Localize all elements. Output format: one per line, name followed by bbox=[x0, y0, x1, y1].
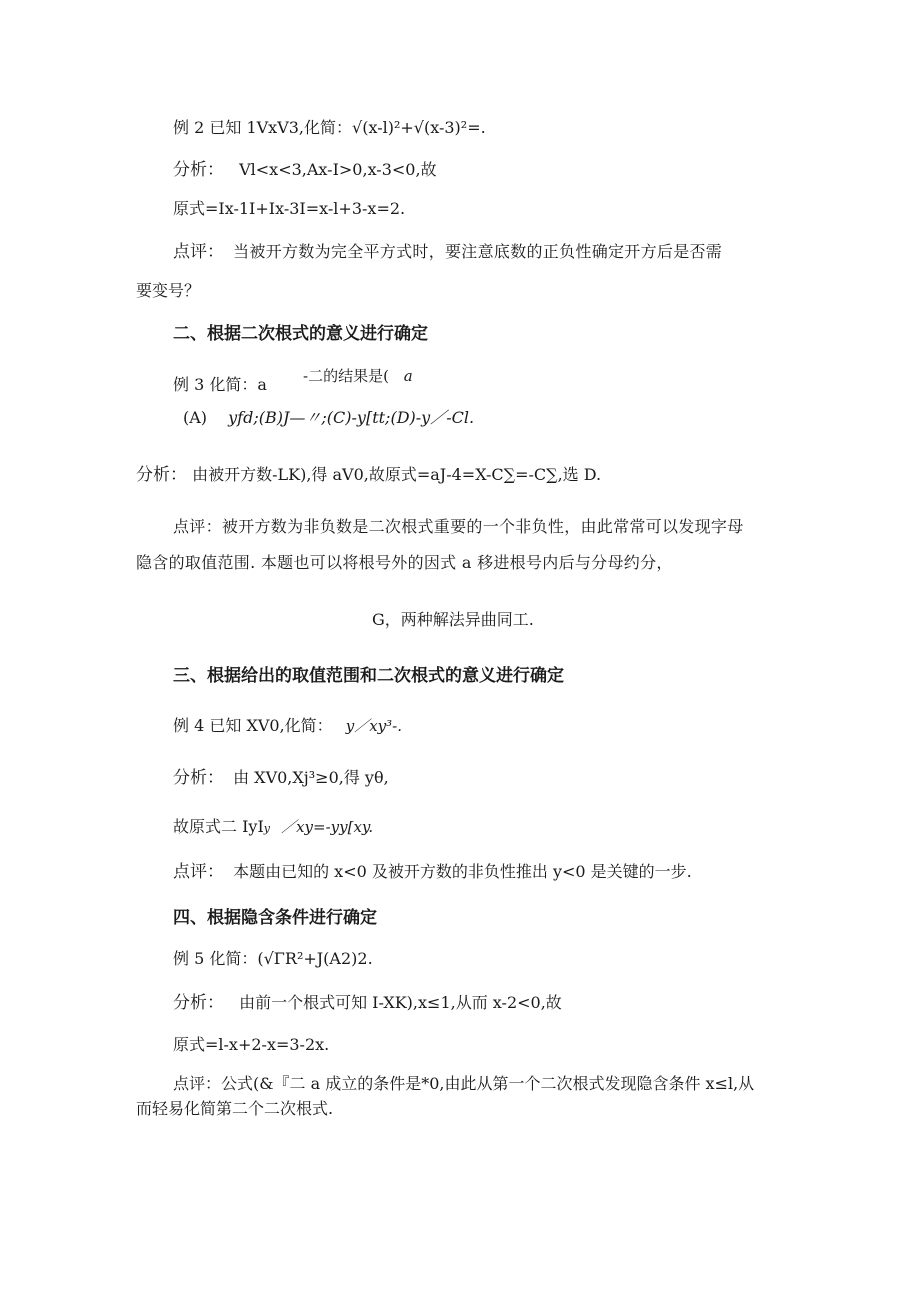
ex5-analysis bbox=[173, 993, 562, 1013]
ex3-statement: 例 3 化简：a bbox=[173, 375, 267, 394]
comment-text: 当被开方数为完全平方式时，要注意底数的正负性确定开方后是否需 bbox=[233, 242, 723, 261]
option-a-label: (A) bbox=[183, 408, 208, 427]
analysis-label: 分析： bbox=[136, 465, 187, 485]
ex3-comment-cont: 隐含的取值范围. 本题也可以将根号外的因式 a 移进根号内后与分母约分， bbox=[136, 553, 673, 572]
ex3-options bbox=[183, 408, 474, 428]
ex4-statement bbox=[173, 716, 402, 736]
ex4-comment bbox=[173, 862, 692, 882]
ex2-result: 原式=Ix-1I+Ix-3I=x-l+3-x=2. bbox=[173, 199, 406, 218]
analysis-label: 分析： bbox=[173, 993, 224, 1013]
analysis-text: 由 XV0,Xj³≥0,得 yθ, bbox=[233, 768, 389, 787]
ex2-analysis bbox=[173, 160, 437, 180]
ex2-statement: 例 2 已知 1VxV3,化简：√(x-l)²+√(x-3)²=. bbox=[173, 118, 486, 137]
comment-label: 点评： bbox=[173, 862, 224, 882]
ex3-comment-end: G，两种解法异曲同工. bbox=[372, 610, 534, 629]
section-4-title: 四、根据隐含条件进行确定 bbox=[173, 908, 377, 928]
analysis-text: Vl<x<3,Ax-I>0,x-3<0,故 bbox=[239, 160, 437, 179]
ex5-statement: 例 5 化简：(√ΓR²+J(A2)2. bbox=[173, 949, 373, 968]
result-rest: ／xy=-yy[xy. bbox=[281, 818, 374, 836]
options-text: yfd;(B)J—〃;(C)-y[tt;(D)-y／-Cl. bbox=[228, 408, 475, 427]
section-3-title: 三、根据给出的取值范围和二次根式的意义进行确定 bbox=[173, 666, 564, 686]
comment-label: 点评： bbox=[173, 242, 224, 262]
analysis-label: 分析： bbox=[173, 768, 224, 788]
analysis-label: 分析： bbox=[173, 160, 224, 180]
ex4-analysis bbox=[173, 768, 389, 788]
analysis-text: 由被开方数-LK),得 aV0,故原式=aJ-4=X-C∑=-C∑,选 D. bbox=[192, 465, 602, 484]
comment-text: 本题由已知的 x<0 及被开方数的非负性推出 y<0 是关键的一步. bbox=[233, 862, 692, 881]
ex3-fragment bbox=[303, 366, 413, 386]
ex5-result: 原式=l-x+2-x=3-2x. bbox=[173, 1035, 330, 1054]
ex2-comment bbox=[173, 242, 722, 262]
ex3-fragment-text: -二的结果是( bbox=[303, 367, 389, 385]
ex3-comment: 点评：被开方数为非负数是二次根式重要的一个非负性，由此常常可以发现字母 bbox=[173, 517, 744, 536]
section-2-title: 二、根据二次根式的意义进行确定 bbox=[173, 324, 428, 344]
ex4-result bbox=[173, 817, 373, 839]
ex4-label: 例 4 已知 XV0,化简： bbox=[173, 716, 333, 735]
ex3-analysis bbox=[136, 465, 601, 485]
ex5-comment-cont: 而轻易化简第二个二次根式. bbox=[136, 1099, 334, 1118]
result-prefix: 故原式二 IyI bbox=[173, 817, 264, 836]
ex2-comment-cont: 要变号？ bbox=[136, 281, 201, 300]
ex3-fragment-a: a bbox=[403, 367, 413, 385]
ex5-comment: 点评：公式(&『二 a 成立的条件是*0,由此从第一个二次根式发现隐含条件 x≤l,从 bbox=[173, 1074, 755, 1093]
ex4-expression: y／xy³-. bbox=[345, 717, 403, 735]
result-sub: y bbox=[263, 822, 270, 835]
analysis-text: 由前一个根式可知 I-XK),x≤1,从而 x-2<0,故 bbox=[239, 993, 562, 1012]
